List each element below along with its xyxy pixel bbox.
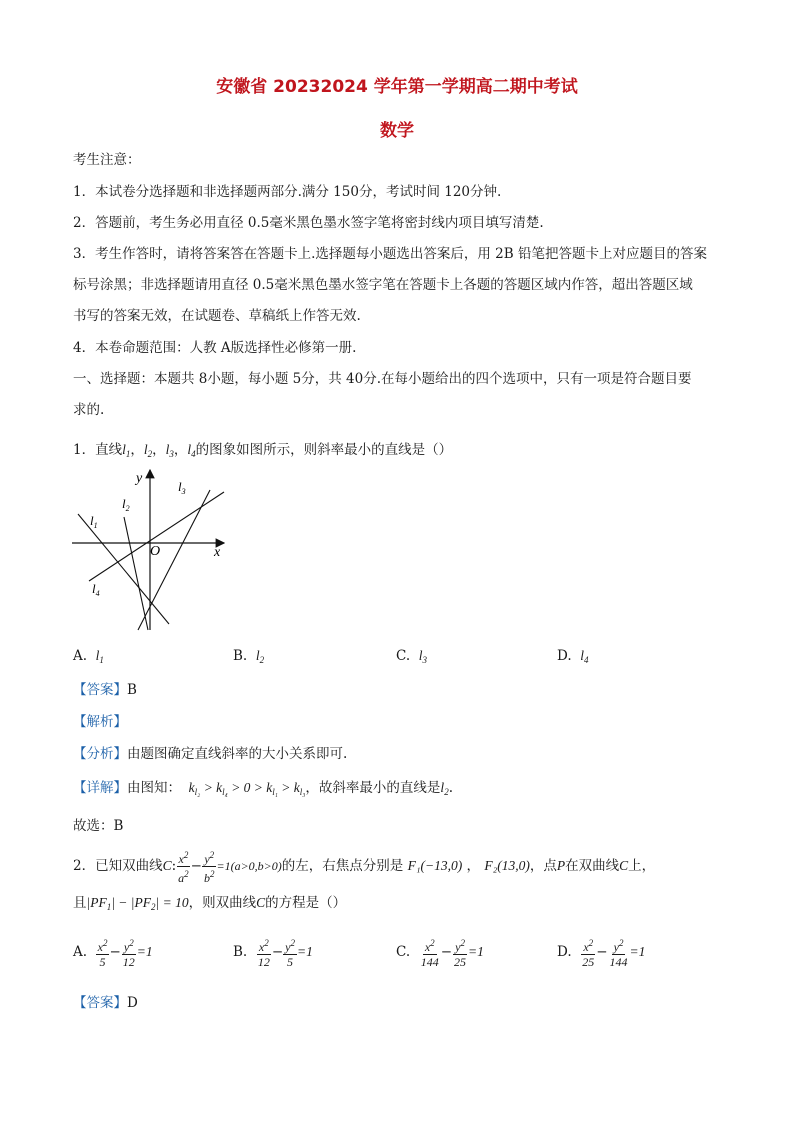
- x-axis-label: x: [214, 545, 221, 560]
- q2-option-b[interactable]: B. $\frac{x^2}{12}$ − $\frac{y^2}{5}$ =1: [233, 938, 313, 969]
- exam-title: 安徽省 20232024 学年第一学期高二期中考试: [216, 77, 578, 97]
- l1-label: $l_1$: [90, 513, 98, 530]
- notice-heading: 考生注意：: [73, 152, 141, 168]
- l4-label: $l_4$: [92, 581, 100, 598]
- section-heading-line-2: 求的.: [73, 402, 105, 418]
- subject-title: 数学: [380, 121, 414, 141]
- question-1-stem: 1．直线$l_1$，$l_2$，$l_3$，$l_4$的图象如图所示，则斜率最小的直线是（）: [73, 442, 453, 459]
- q1-option-c[interactable]: C. $l_3$: [396, 648, 427, 665]
- q1-xiangjie: 【详解】由图知： $k_{l_2} > k_{l_4} > 0 > k_{l_1} > k_{l_3}$，故斜率最小的直线是$l_2$.: [73, 780, 453, 797]
- q1-option-a[interactable]: A. $l_1$: [73, 648, 104, 665]
- q1-analysis-tag: 【解析】: [73, 714, 127, 730]
- l3-label: $l_3$: [178, 479, 186, 496]
- y-axis-label: y: [136, 471, 143, 486]
- line-l3: [138, 490, 210, 630]
- q1-fenxi: 【分析】由题图确定直线斜率的大小关系即可.: [73, 746, 348, 762]
- notice-item-3-line-3: 书写的答案无效，在试题卷、草稿纸上作答无效.: [73, 308, 361, 324]
- l2-label: $l_2$: [122, 496, 130, 513]
- lines-graph-figure: [64, 462, 234, 637]
- q2-option-a[interactable]: A. $\frac{x^2}{5}$ − $\frac{y^2}{12}$ =1: [73, 938, 153, 969]
- notice-item-1: 1．本试卷分选择题和非选择题两部分.满分 150分，考试时间 120分钟.: [73, 184, 502, 200]
- q1-option-b[interactable]: B. $l_2$: [233, 648, 265, 665]
- line-l4: [89, 492, 224, 581]
- q2-option-c[interactable]: C. $\frac{x^2}{144}$ − $\frac{y^2}{25}$ =1: [396, 938, 484, 969]
- q1-choice: 故选：B: [73, 818, 124, 834]
- q2-answer: 【答案】D: [73, 995, 138, 1011]
- question-2-stem-line-2: 且$|PF_1| - |PF_2| = 10$，则双曲线C的方程是（）: [73, 895, 347, 912]
- notice-item-3-line-2: 标号涂黑；非选择题请用直径 0.5毫米黑色墨水签字笔在答题卡上各题的答题区域内作答，超出答题区域: [73, 277, 693, 293]
- q2-option-d[interactable]: D. $\frac{x^2}{25}$ − $\frac{y^2}{144}$ =1: [557, 938, 646, 969]
- q1-answer: 【答案】B: [73, 682, 137, 698]
- notice-item-3-line-1: 3．考生作答时，请将答案答在答题卡上.选择题每小题选出答案后，用 2B 铅笔把答题卡上对应题目的答案: [73, 246, 707, 262]
- section-heading-line-1: 一、选择题：本题共 8小题，每小题 5分，共 40分.在每小题给出的四个选项中，只有一项是符合题目要: [73, 371, 692, 387]
- q1-option-d[interactable]: D. $l_4$: [557, 648, 589, 665]
- question-2-stem-line-1: 2．已知双曲线C: $\frac{x^2}{a^2}$ − $\frac{y^2}{b^2}$ =1(a>0,b>0)的左，右焦点分别是 F₁(−13,0) ， F₂(13,0)，点P在双曲线C上，: [73, 850, 656, 885]
- line-l1: [78, 514, 169, 624]
- notice-item-2: 2．答题前，考生务必用直径 0.5毫米黑色墨水签字笔将密封线内项目填写清楚.: [73, 215, 544, 231]
- notice-item-4: 4．本卷命题范围：人教 A版选择性必修第一册.: [73, 340, 357, 356]
- origin-label: O: [150, 544, 161, 559]
